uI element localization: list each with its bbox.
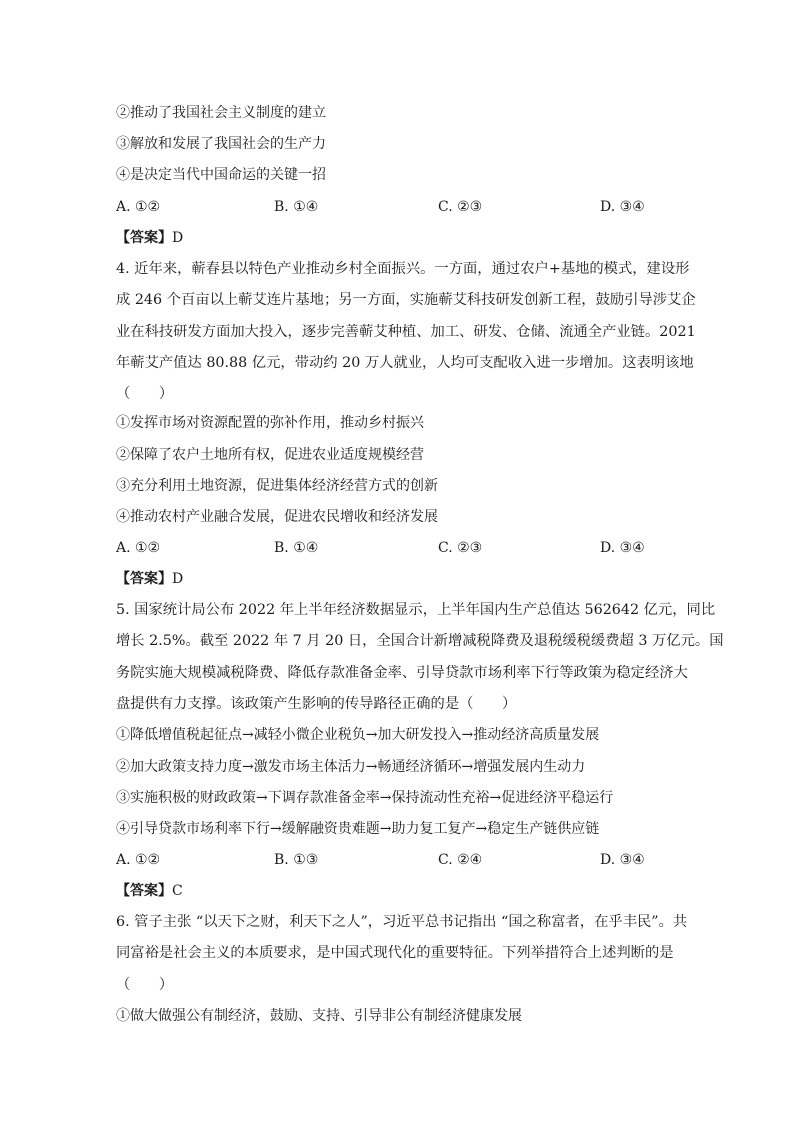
q3-item-4: ④是决定当代中国命运的关键一招: [116, 167, 326, 183]
q5-answer-value: C: [172, 883, 183, 899]
q3-item-3: ③解放和发展了我国社会的生产力: [116, 136, 326, 152]
q4-item-1: ①发挥市场对资源配置的弥补作用，推动乡村振兴: [116, 415, 424, 431]
q3-answer-value: D: [172, 230, 184, 246]
q6-stem-line: 6. 管子主张 “以天下之财，利天下之人”，习近平总书记指出 “国之称富者，在乎丰民”。共: [116, 914, 688, 930]
q5-answer: [116, 881, 183, 901]
q5-option-a: A. ①②: [116, 852, 161, 868]
q5-item-2: ②加大政策支持力度→激发市场主体活力→畅通经济循环→增强发展内生动力: [116, 759, 586, 775]
q6-stem-line: 同富裕是社会主义的本质要求，是中国式现代化的重要特征。下列举措符合上述判断的是: [116, 945, 674, 962]
q3-options: [116, 197, 676, 217]
q4-item-4: ④推动农村产业融合发展，促进农民增收和经济发展: [116, 509, 438, 525]
q5-stem-line: 务院实施大规模减税降费、降低存款准备金率、引导贷款市场利率下行等政策为稳定经济大: [116, 664, 688, 681]
q3-answer-tag: 【答案】: [116, 230, 172, 246]
q5-item-1: ①降低增值税起征点→减轻小微企业税负→加大研发投入→推动经济高质量发展: [116, 727, 600, 743]
q4-option-b: B. ①④: [274, 540, 319, 556]
q4-answer-value: D: [172, 571, 184, 587]
q4-options: [116, 538, 676, 558]
q6-item-1: ①做大做强公有制经济，鼓励、支持、引导非公有制经济健康发展: [116, 1008, 522, 1024]
q4-answer-tag: 【答案】: [116, 571, 172, 587]
q5-item-4: ④引导贷款市场利率下行→缓解融资贵难题→助力复工复产→稳定生产链供应链: [116, 821, 600, 837]
q3-option-b: B. ①④: [274, 199, 319, 215]
q3-item-2: ②推动了我国社会主义制度的建立: [116, 105, 326, 121]
q3-answer: [116, 228, 183, 248]
q4-stem-line: 年蕲艾产值达 80.88 亿元，带动约 20 万人就业，人均可支配收入进一步增加。这表明该地: [116, 354, 694, 371]
q5-stem-line: 增长 2.5%。截至 2022 年 7 月 20 日，全国合计新增减税降费及退税缓税缓费超 3 万亿元。国: [116, 633, 724, 650]
q5-option-d: D. ③④: [600, 852, 645, 868]
q5-item-3: ③实施积极的财政政策→下调存款准备金率→保持流动性充裕→促进经济平稳运行: [116, 790, 614, 806]
q4-item-2: ②保障了农户土地所有权，促进农业适度规模经营: [116, 447, 424, 463]
q4-stem-line: 成 246 个百亩以上蕲艾连片基地；另一方面，实施蕲艾科技研发创新工程，鼓励引导涉艾企: [116, 292, 696, 309]
q4-option-c: C. ②③: [438, 540, 483, 556]
q5-stem-line: 5. 国家统计局公布 2022 年上半年经济数据显示，上半年国内生产总值达 562642 亿元，同比: [116, 602, 716, 618]
q6-stem: [116, 907, 688, 1001]
q3-option-a: A. ①②: [116, 199, 161, 215]
q4-option-a: A. ①②: [116, 540, 161, 556]
q4-stem-line: （ ）: [116, 386, 174, 403]
q4-answer: [116, 569, 183, 589]
q5-answer-tag: 【答案】: [116, 883, 172, 899]
q5-option-b: B. ①③: [274, 852, 319, 868]
q5-stem-line: 盘提供有力支撑。该政策产生影响的传导路径正确的是（ ）: [116, 695, 517, 712]
q4-stem: [116, 254, 696, 410]
q5-option-c: C. ②④: [438, 852, 483, 868]
q5-options: [116, 850, 676, 870]
q5-stem: [116, 595, 724, 720]
q4-item-3: ③充分利用土地资源，促进集体经济经营方式的创新: [116, 478, 438, 494]
q4-stem-line: 4. 近年来，蕲春县以特色产业推动乡村全面振兴。一方面，通过农户+基地的模式，建设形: [116, 261, 690, 277]
q4-option-d: D. ③④: [600, 540, 645, 556]
q3-option-c: C. ②③: [438, 199, 483, 215]
q3-option-d: D. ③④: [600, 199, 645, 215]
q4-stem-line: 业在科技研发方面加大投入，逐步完善蕲艾种植、加工、研发、仓储、流通全产业链。2021: [116, 323, 696, 340]
q6-stem-line: （ ）: [116, 976, 174, 993]
